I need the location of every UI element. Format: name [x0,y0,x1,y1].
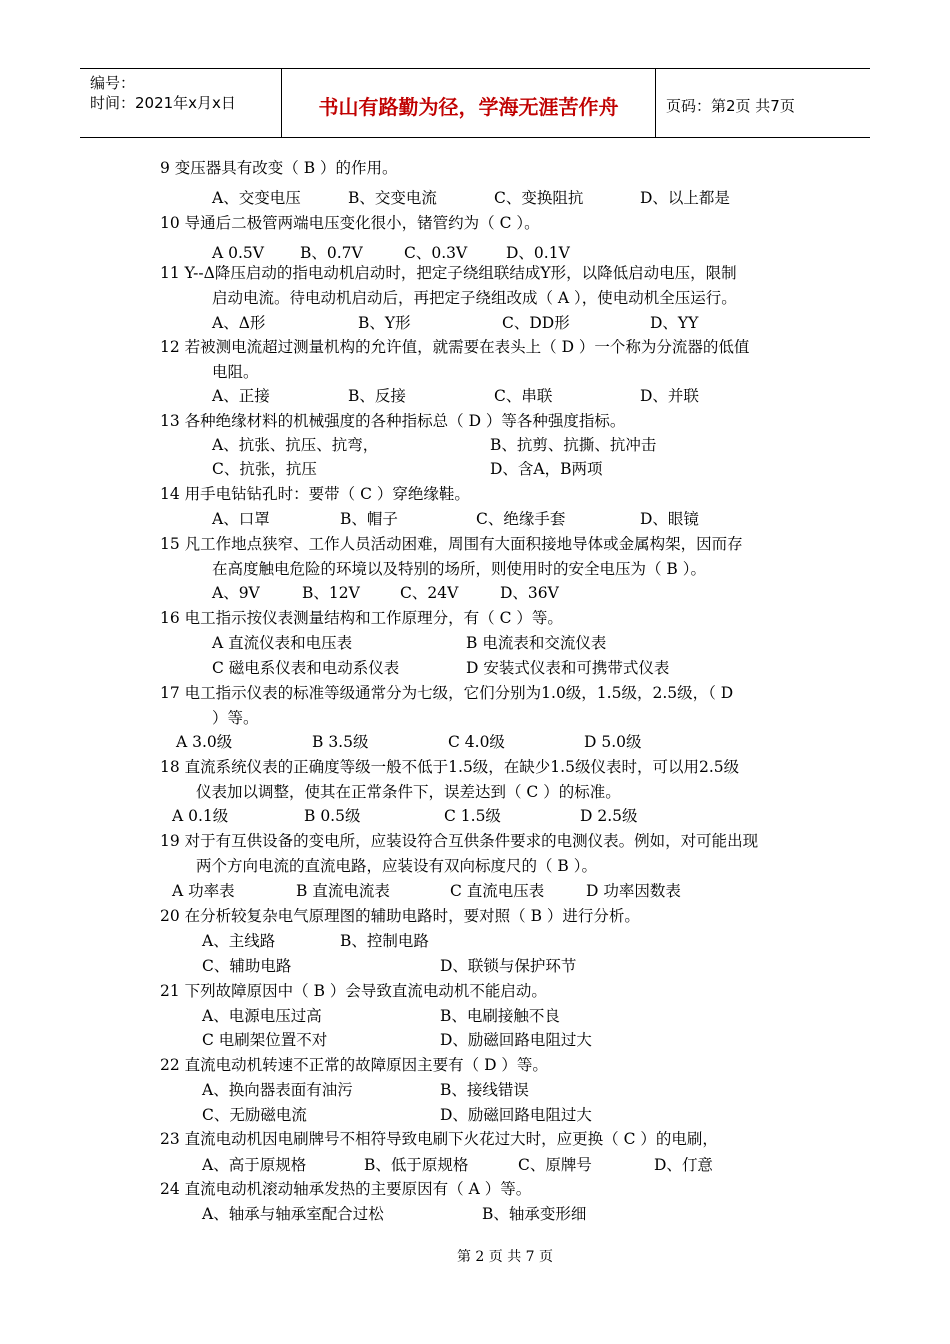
question-20-option: B、控制电路 [340,932,429,950]
question-18-option: D 2.5级 [580,807,638,825]
question-21-option: D、励磁回路电阻过大 [440,1031,592,1049]
question-13-option: D、含A，B两项 [490,460,603,478]
question-15-option: D、36V [500,584,559,602]
question-24-text: 24 直流电动机滚动轴承发热的主要原因有（ A ）等。 [160,1180,532,1198]
question-10-option: C、0.3V [404,244,468,262]
question-18-text: 18 直流系统仪表的正确度等级一般不低于1.5级，在缺少1.5级仪表时，可以用2.5级 [160,758,740,776]
question-16-option: C 磁电系仪表和电动系仪表 [212,659,400,677]
question-14-option: B、帽子 [340,510,398,528]
question-10-option: A 0.5V [212,244,264,262]
question-12-option: C、串联 [494,387,553,405]
question-19-option: B 直流电流表 [296,882,390,900]
question-23-text: 23 直流电动机因电刷牌号不相符导致电刷下火花过大时，应更换（ C ）的电刷， [160,1130,718,1148]
question-9-option: A、交变电压 [212,189,301,207]
page-header [80,68,870,138]
question-17-option: A 3.0级 [176,733,233,751]
question-13-option: B、抗剪、抗撕、抗冲击 [490,436,657,454]
question-13-option: A、抗张、抗压、抗弯， [212,436,379,454]
question-12-text: 电阻。 [212,363,259,381]
question-19-text: 两个方向电流的直流电路，应装设有双向标度尺的（ B ）。 [196,857,597,875]
header-motto: 书山有路勤为径，学海无涯苦作舟 [282,69,656,137]
question-11-option: A、Δ形 [212,314,266,332]
question-13-option: C、抗张，抗压 [212,460,317,478]
question-16-text: 16 电工指示按仪表测量结构和工作原理分，有（ C ）等。 [160,609,563,627]
question-22-option: C、无励磁电流 [202,1106,307,1124]
question-10-text: 10 导通后二极管两端电压变化很小，锗管约为（ C ）。 [160,214,540,232]
question-24-option: A、轴承与轴承室配合过松 [202,1205,384,1223]
question-11-option: C、DD形 [502,314,570,332]
question-11-option: B、Y形 [358,314,411,332]
question-16-option: B 电流表和交流仪表 [466,634,607,652]
question-20-option: D、联锁与保护环节 [440,957,577,975]
question-23-option: C、原牌号 [518,1156,592,1174]
question-20-option: C、辅助电路 [202,957,292,975]
time-label: 时间：2021年x月x日 [90,94,236,112]
question-17-text: 17 电工指示仪表的标准等级通常分为七级，它们分别为1.0级，1.5级，2.5级，（ D [160,684,734,702]
question-17-text: ）等。 [212,709,259,727]
question-13-text: 13 各种绝缘材料的机械强度的各种指标总（ D ）等各种强度指标。 [160,412,626,430]
question-20-text: 20 在分析较复杂电气原理图的辅助电路时，要对照（ B ）进行分析。 [160,907,640,925]
question-21-option: A、电源电压过高 [202,1007,322,1025]
question-23-option: A、高于原规格 [202,1156,307,1174]
question-16-option: D 安装式仪表和可携带式仪表 [466,659,670,677]
question-14-option: C、绝缘手套 [476,510,566,528]
page-footer: 第 2 页 共 7 页 [456,1249,554,1265]
question-16-option: A 直流仪表和电压表 [212,634,353,652]
question-22-text: 22 直流电动机转速不正常的故障原因主要有（ D ）等。 [160,1056,548,1074]
question-14-text: 14 用手电钻钻孔时：要带（ C ）穿绝缘鞋。 [160,485,470,503]
question-12-option: A、正接 [212,387,270,405]
question-17-option: D 5.0级 [584,733,642,751]
question-19-text: 19 对于有互供设备的变电所，应装设符合互供条件要求的电测仪表。例如，对可能出现 [160,832,759,850]
question-15-text: 15 凡工作地点狭窄、工作人员活动困难，周围有大面积接地导体或金属构架，因而存 [160,535,743,553]
question-14-option: A、口罩 [212,510,270,528]
question-10-option: D、0.1V [506,244,570,262]
question-15-option: C、24V [400,584,459,602]
question-14-option: D、眼镜 [640,510,699,528]
question-18-option: B 0.5级 [304,807,361,825]
question-21-option: C 电刷架位置不对 [202,1031,328,1049]
question-19-option: C 直流电压表 [450,882,545,900]
question-20-option: A、主线路 [202,932,276,950]
question-12-option: D、并联 [640,387,699,405]
question-9-option: B、交变电流 [348,189,437,207]
question-17-option: B 3.5级 [312,733,369,751]
question-15-text: 在高度触电危险的环境以及特别的场所，则使用时的安全电压为（ B ）。 [212,560,706,578]
question-12-option: B、反接 [348,387,406,405]
question-9-option: D、以上都是 [640,189,730,207]
question-15-option: A、9V [212,584,260,602]
question-15-option: B、12V [302,584,360,602]
question-22-option: B、接线错误 [440,1081,529,1099]
question-21-option: B、电刷接触不良 [440,1007,560,1025]
question-23-option: D、仃意 [654,1156,713,1174]
question-9-option: C、变换阻抗 [494,189,584,207]
question-22-option: A、换向器表面有油污 [202,1081,353,1099]
question-23-option: B、低于原规格 [364,1156,469,1174]
question-21-text: 21 下列故障原因中（ B ）会导致直流电动机不能启动。 [160,982,547,1000]
question-9-text: 9 变压器具有改变（ B ）的作用。 [160,159,398,177]
question-10-option: B、0.7V [300,244,363,262]
number-label: 编号： [90,74,136,92]
question-18-option: A 0.1级 [172,807,229,825]
question-11-text: 启动电流。待电动机启动后，再把定子绕组改成（ A ），使电动机全压运行。 [212,289,737,307]
question-12-text: 12 若被测电流超过测量机构的允许值，就需要在表头上（ D ）一个称为分流器的低值 [160,338,750,356]
question-11-option: D、YY [650,314,699,332]
header-meta [80,69,282,137]
question-19-option: A 功率表 [172,882,235,900]
question-11-text: 11 Y--Δ降压启动的指电动机启动时，把定子绕组联结成Y形，以降低启动电压，限制 [160,264,737,282]
question-19-option: D 功率因数表 [586,882,681,900]
question-22-option: D、励磁回路电阻过大 [440,1106,592,1124]
question-24-option: B、轴承变形细 [482,1205,587,1223]
header-page-label: 页码：第2页 共7页 [666,96,795,115]
question-18-option: C 1.5级 [444,807,501,825]
question-17-option: C 4.0级 [448,733,505,751]
question-18-text: 仪表加以调整，使其在正常条件下，误差达到（ C ）的标准。 [196,783,621,801]
